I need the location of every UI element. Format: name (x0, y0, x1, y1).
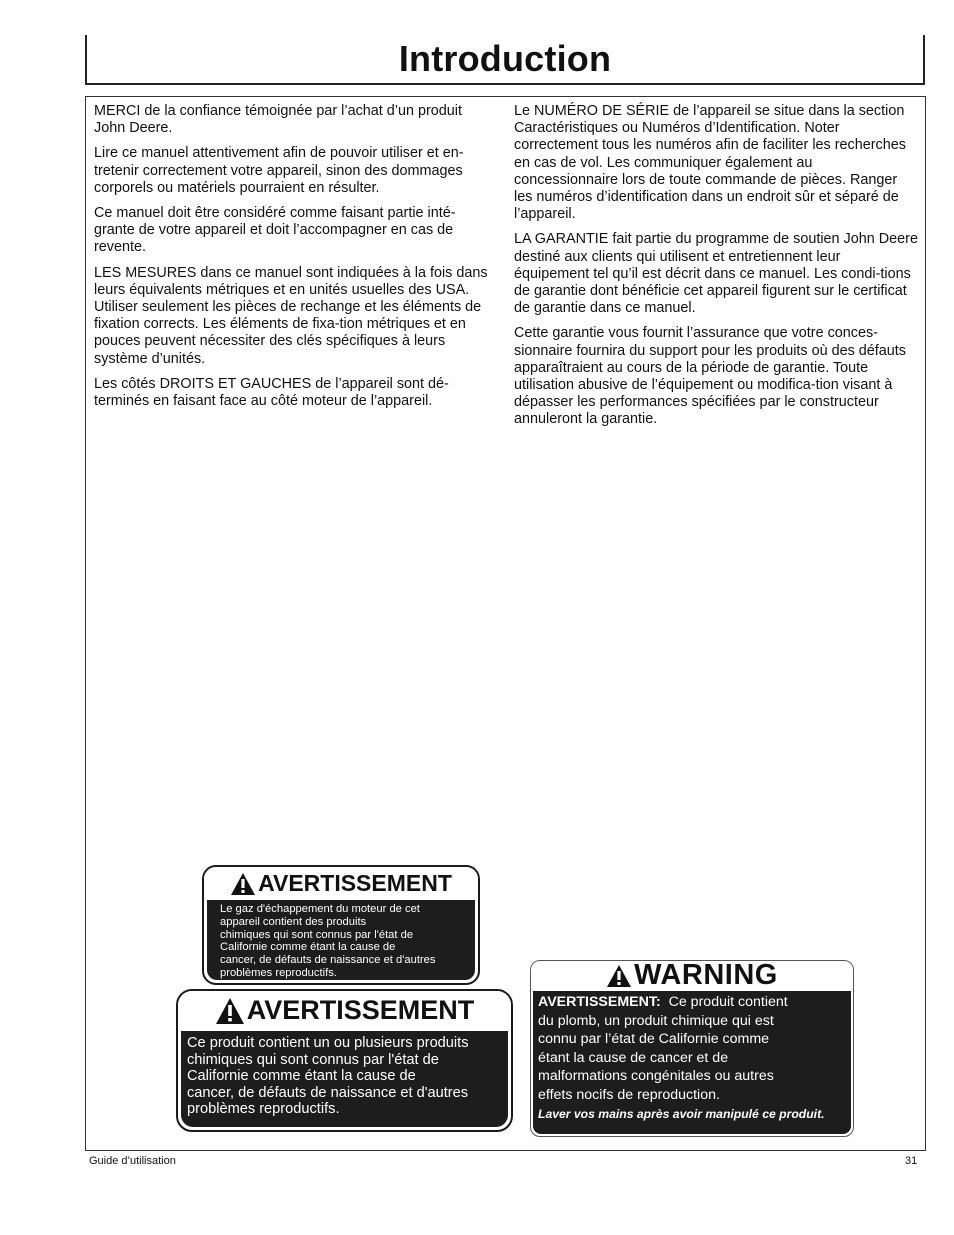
label-line: cancer, de défauts de naissance et d'autres (220, 954, 436, 967)
label-line: connu par l’état de Californie comme (538, 1031, 770, 1048)
exhaust-warning-label (202, 865, 480, 985)
lead-warning-label (530, 960, 854, 1137)
lead-label: AVERTISSEMENT: (538, 994, 661, 1010)
label-line: Ce produit contient un ou plusieurs produits (187, 1035, 469, 1051)
label-header (178, 991, 511, 1030)
product-warning-label (176, 989, 513, 1132)
paragraph: Cette garantie vous fournit l’assurance que votre conces-sionnaire fournira du support pour les produits où des défauts apparaîtraient au cours de la période de garantie. Toute utilisation abusive de l’équipement ou modifica-tion visant à dépasser les performances spécifiées par le constructeur annuleront la garantie. (514, 325, 906, 428)
label-heading: AVERTISSEMENT (258, 870, 452, 896)
label-heading: WARNING (634, 960, 778, 991)
label-line: Californie comme étant la cause de (187, 1068, 416, 1085)
label-line: du plomb, un produit chimique qui est (538, 1012, 774, 1029)
paragraph: Lire ce manuel attentivement afin de pouvoir utiliser et en-tretenir correctement votre appareil, sinon des dommages corporels ou matériels pourraient en résulter. (94, 145, 464, 196)
label-line: problèmes reproductifs. (220, 966, 337, 979)
label-line: effets nocifs de reproduction. (538, 1086, 720, 1103)
content-box (85, 96, 926, 1151)
left-column (94, 103, 496, 418)
label-body (181, 1031, 508, 1127)
warning-triangle-icon (230, 872, 256, 896)
page-number: 31 (905, 1155, 918, 1167)
label-line: Le gaz d'échappement du moteur de cet (220, 903, 420, 915)
label-line: malformations congénitales ou autres (538, 1068, 774, 1085)
label-line: cancer, de défauts de naissance et d'autres (187, 1084, 469, 1101)
label-line: Californie comme étant la cause de (220, 941, 396, 954)
label-line: problèmes reproductifs. (187, 1101, 340, 1118)
paragraph: MERCI de la confiance témoignée par l’achat d’un produit John Deere. (94, 103, 462, 137)
paragraph: Ce manuel doit être considéré comme faisant partie inté-grante de votre appareil et doit l’accompagner en cas de revente. (94, 205, 456, 256)
label-line (538, 993, 845, 1012)
lead-first-line: Ce produit contient (668, 994, 788, 1010)
label-header (204, 867, 478, 900)
page-title: Introduction (398, 38, 612, 79)
footer-guide-title: Guide d’utilisation (89, 1155, 176, 1167)
label-heading: AVERTISSEMENT (246, 995, 475, 1025)
paragraph: Le NUMÉRO DE SÉRIE de l’appareil se situe dans la section Caractéristiques ou Numéros d’Identification. Noter correctement tous les numéros afin de faciliter les recherches en cas de vol. Les communiquer également au concessionnaire lors de toute commande de pièces. Ranger les numéros d’identification dans un endroit sûr et séparé de l’appareil. (514, 103, 906, 223)
warning-triangle-icon (606, 964, 632, 988)
label-line: chimiques qui sont connus par l'état de (220, 928, 414, 941)
paragraph: LES MESURES dans ce manuel sont indiquées à la fois dans leurs équivalents métriques et en unités usuelles des USA. Utiliser seulement les pièces de rechange et les éléments de fixation corrects. Les éléments de fixa-tion métriques et en pouces peuvent nécessiter des clés spécifiques à leurs système d’unités. (94, 264, 488, 367)
label-body (207, 900, 475, 980)
paragraph: LA GARANTIE fait partie du programme de soutien John Deere destiné aux clients qui utilisent et entretiennent leur équipement tel qu’il est décrit dans ce manuel. Les condi-tions de garantie dont bénéficie cet appareil figurent sur le certificat de garantie dans ce manuel. (514, 231, 918, 317)
label-header (531, 961, 853, 990)
label-note: Laver vos mains après avoir manipulé ce produit. (538, 1106, 825, 1121)
right-column (514, 103, 919, 437)
title-box (85, 35, 925, 85)
label-line: chimiques qui sont connus par l'état de (187, 1051, 439, 1068)
label-body (533, 991, 851, 1134)
label-line: étant la cause de cancer et de (538, 1049, 729, 1066)
paragraph: Les côtés DROITS ET GAUCHES de l’appareil sont dé-terminés en faisant face au côté moteur de l’appareil. (94, 375, 449, 410)
label-line: appareil contient des produits (220, 915, 367, 928)
warning-triangle-icon (215, 997, 245, 1025)
